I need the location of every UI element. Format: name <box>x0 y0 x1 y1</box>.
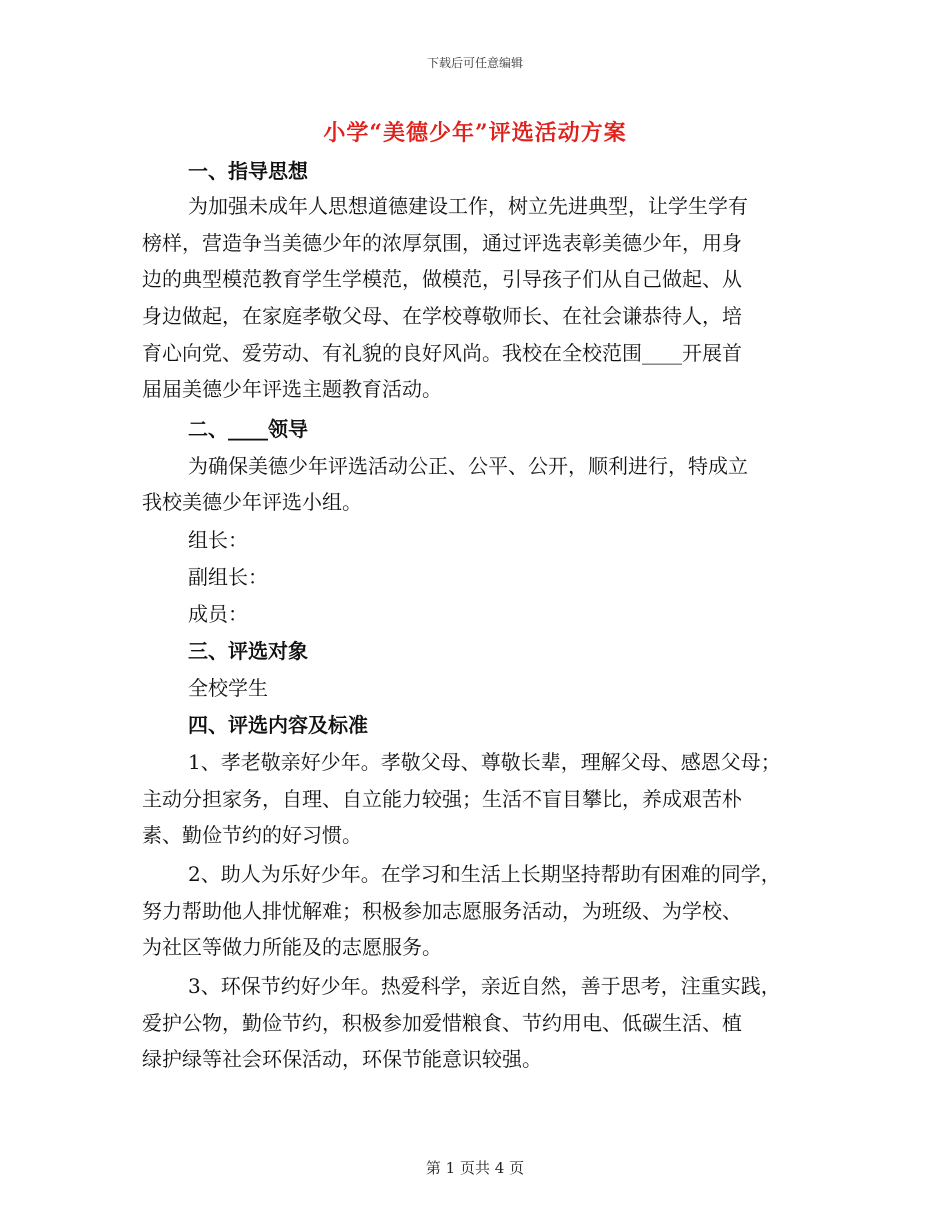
paragraph-line: 2、助人为乐好少年。在学习和生活上长期坚持帮助有困难的同学， <box>188 862 781 886</box>
paragraph-line: 身边做起，在家庭孝敬父母、在学校尊敬师长、在社会谦恭待人，培 <box>142 304 742 328</box>
paragraph-line: 全校学生 <box>188 676 268 700</box>
section-heading: 一、指导思想 <box>188 159 308 183</box>
paragraph-line: 我校美德少年评选小组。 <box>142 490 362 514</box>
members-label: 成员： <box>188 602 248 626</box>
paragraph-line: 3、环保节约好少年。热爱科学，亲近自然，善于思考，注重实践， <box>188 974 781 998</box>
paragraph-line: 为社区等做力所能及的志愿服务。 <box>142 935 442 959</box>
section-heading: 二、____领导 <box>188 417 308 441</box>
header-note: 下载后可任意编辑 <box>426 56 523 70</box>
paragraph-line: 为加强未成年人思想道德建设工作，树立先进典型，让学生学有 <box>188 194 748 218</box>
paragraph-line: 素、勤俭节约的好习惯。 <box>142 823 362 847</box>
paragraph-line: 努力帮助他人排忧解难；积极参加志愿服务活动，为班级、为学校、 <box>142 899 742 923</box>
group-leader-label: 组长： <box>188 528 248 552</box>
paragraph-line: 届届美德少年评选主题教育活动。 <box>142 377 442 401</box>
paragraph-line: 绿护绿等社会环保活动，环保节能意识较强。 <box>142 1047 542 1071</box>
paragraph-line: 育心向党、爱劳动、有礼貌的良好风尚。我校在全校范围____开展首 <box>142 341 742 365</box>
paragraph-line: 为确保美德少年评选活动公正、公平、公开，顺利进行，特成立 <box>188 454 748 478</box>
section-heading: 三、评选对象 <box>188 639 308 663</box>
paragraph-line: 边的典型模范教育学生学模范，做模范，引导孩子们从自己做起、从 <box>142 267 742 291</box>
paragraph-line: 爱护公物，勤俭节约，积极参加爱惜粮食、节约用电、低碳生活、植 <box>142 1011 742 1035</box>
deputy-leader-label: 副组长： <box>188 565 268 589</box>
document-title: 小学“美德少年”评选活动方案 <box>323 120 627 146</box>
section-heading: 四、评选内容及标准 <box>188 713 368 737</box>
page-number: 第 1 页共 4 页 <box>425 1159 525 1177</box>
paragraph-line: 榜样，营造争当美德少年的浓厚氛围，通过评选表彰美德少年，用身 <box>142 231 742 255</box>
paragraph-line: 主动分担家务，自理、自立能力较强；生活不盲目攀比，养成艰苦朴 <box>142 787 742 811</box>
paragraph-line: 1、孝老敬亲好少年。孝敬父母、尊敬长辈，理解父母、感恩父母； <box>188 750 781 774</box>
